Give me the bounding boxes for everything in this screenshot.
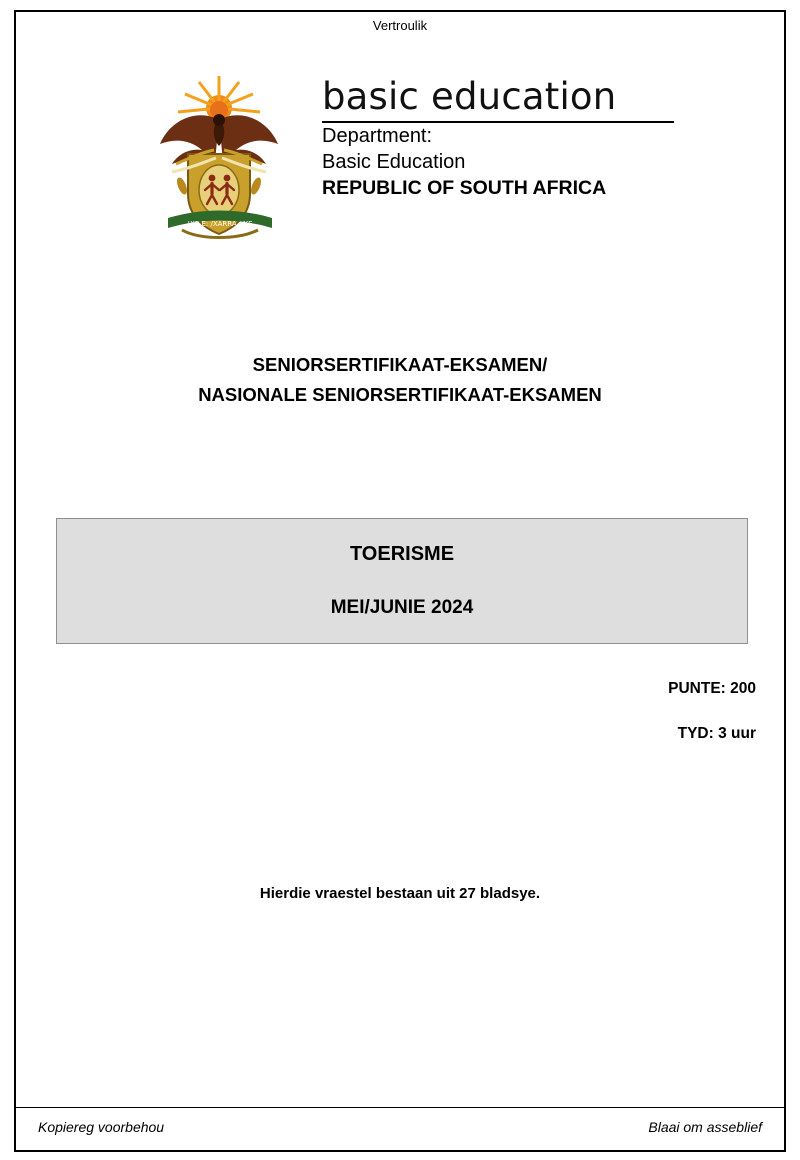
- exam-title: [16, 350, 784, 410]
- department-name: Basic Education: [322, 151, 466, 173]
- page-count-note: Hierdie vraestel bestaan uit 27 bladsye.: [259, 885, 541, 902]
- subject-name: TOERISME: [349, 543, 455, 565]
- total-marks: PUNTE: 200: [668, 680, 756, 697]
- footer-divider: [16, 1107, 784, 1108]
- svg-text:!KE E: /XARRA //KE: !KE E: /XARRA //KE: [187, 220, 253, 228]
- department-header: [142, 68, 702, 248]
- department-wordmark: [322, 74, 702, 201]
- page-content: [16, 40, 784, 1150]
- turn-over-note: Blaai om asseblief: [648, 1119, 762, 1135]
- south-african-coat-of-arms-icon: [142, 68, 297, 248]
- department-label: Department:: [322, 125, 433, 147]
- exam-session: MEI/JUNIE 2024: [330, 597, 474, 618]
- exam-title-line-1: SENIORSERTIFIKAAT-EKSAMEN/: [252, 354, 548, 375]
- country-name: REPUBLIC OF SOUTH AFRICA: [322, 177, 607, 199]
- brand-title: basic education: [322, 74, 674, 123]
- copyright-note: Kopiereg voorbehou: [38, 1119, 165, 1135]
- classification-label: Vertroulik: [372, 18, 428, 33]
- exam-title-line-2: NASIONALE SENIORSERTIFIKAAT-EKSAMEN: [198, 384, 602, 405]
- page-border-frame: [14, 10, 786, 1152]
- exam-duration: TYD: 3 uur: [677, 725, 756, 742]
- subject-box: [56, 518, 748, 644]
